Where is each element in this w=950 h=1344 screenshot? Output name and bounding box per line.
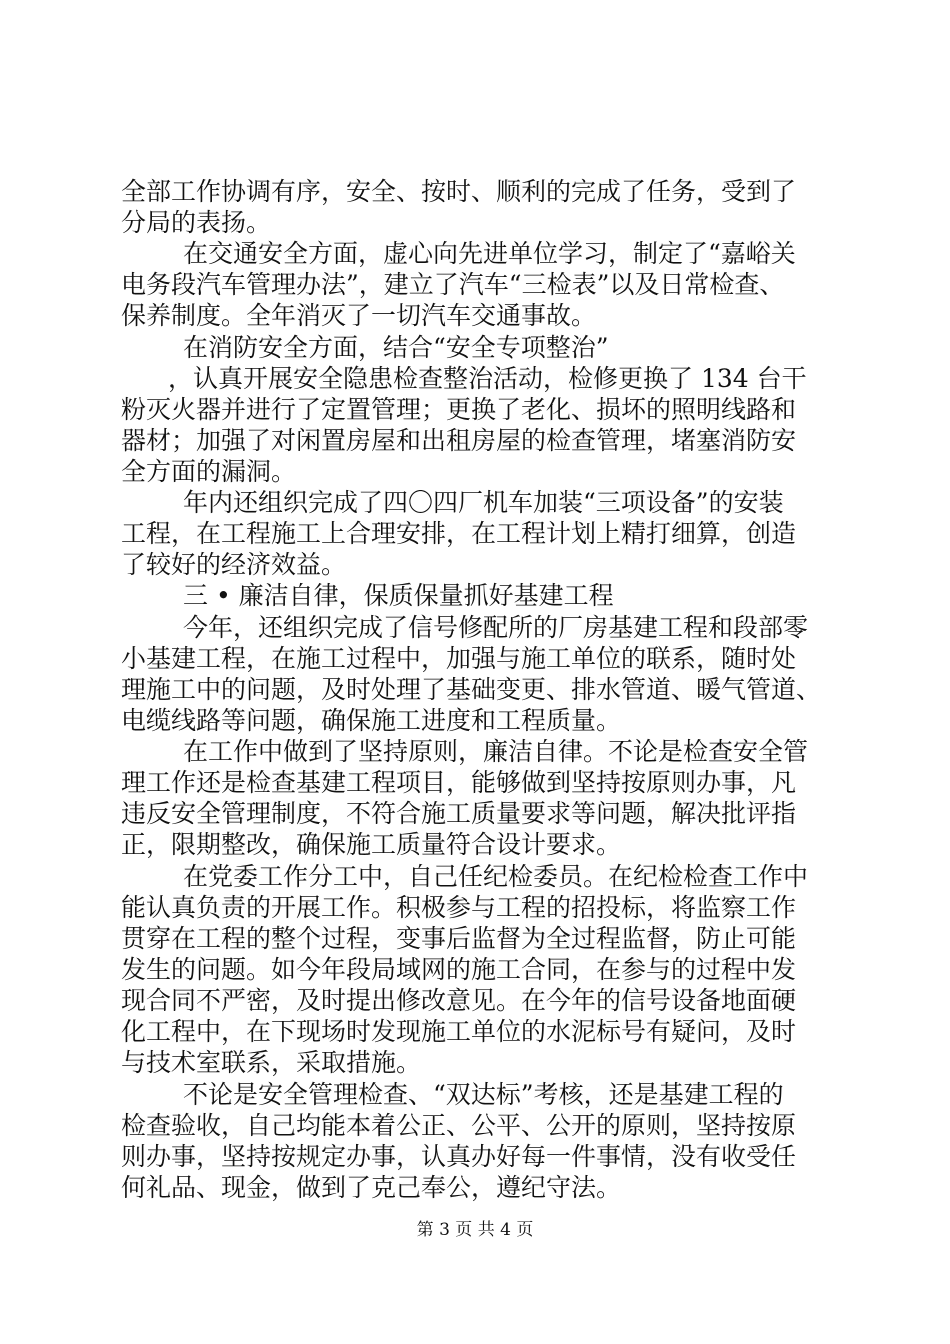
text-line: 违反安全管理制度，不符合施工质量要求等问题，解决批评指 [121, 799, 797, 828]
text-line: 现合同不严密，及时提出修改意见。在今年的信号设备地面硬 [121, 986, 797, 1015]
text-line: 正，限期整改，确保施工质量符合设计要求。 [121, 830, 622, 859]
text-line: 检查验收，自己均能本着公正、公平、公开的原则，坚持按原 [121, 1111, 797, 1140]
text-line: 能认真负责的开展工作。积极参与工程的招投标，将监察工作 [121, 893, 797, 922]
text-line: 今年，还组织完成了信号修配所的厂房基建工程和段部零 [183, 613, 809, 642]
text-line: 器材；加强了对闲置房屋和出租房屋的检查管理，堵塞消防安 [121, 426, 797, 455]
text-line: 电缆线路等问题，确保施工进度和工程质量。 [121, 706, 622, 735]
text-line: 在交通安全方面，虚心向先进单位学习，制定了“嘉峪关 [183, 239, 796, 268]
section-heading: 三 • 廉洁自律，保质保量抓好基建工程 [183, 581, 614, 610]
text-line: 则办事，坚持按规定办事，认真办好每一件事情，没有收受任 [121, 1142, 797, 1171]
text-line: 在消防安全方面，结合“安全专项整治” [183, 333, 609, 362]
text-line: 保养制度。全年消灭了一切汽车交通事故。 [121, 301, 597, 330]
text-line: 与技术室联系，采取措施。 [121, 1048, 422, 1077]
text-line: 化工程中，在下现场时发现施工单位的水泥标号有疑问，及时 [121, 1017, 797, 1046]
text-line: 何礼品、现金，做到了克己奉公，遵纪守法。 [121, 1173, 622, 1202]
page-number-footer: 第 3 页 共 4 页 [416, 1220, 534, 1240]
text-line: 粉灭火器并进行了定置管理；更换了老化、损坏的照明线路和 [121, 395, 797, 424]
text-line: 工程，在工程施工上合理安排，在工程计划上精打细算，创造 [121, 519, 797, 548]
text-line: 在工作中做到了坚持原则，廉洁自律。不论是检查安全管 [183, 737, 809, 766]
text-line: 了较好的经济效益。 [121, 550, 347, 579]
text-line: 发生的问题。如今年段局域网的施工合同，在参与的过程中发 [121, 955, 797, 984]
text-line: 电务段汽车管理办法”，建立了汽车“三检表”以及日常检查、 [121, 270, 785, 299]
text-line: 小基建工程，在施工过程中，加强与施工单位的联系，随时处 [121, 644, 797, 673]
text-line: 全部工作协调有序，安全、按时、顺利的完成了任务，受到了 [121, 177, 797, 206]
text-line: 分局的表扬。 [121, 208, 272, 237]
text-line: 理工作还是检查基建工程项目，能够做到坚持按原则办事，凡 [121, 768, 797, 797]
text-line: 年内还组织完成了四〇四厂机车加装“三项设备”的安装 [183, 488, 784, 517]
text-line: 全方面的漏洞。 [121, 457, 297, 486]
text-line: 理施工中的问题，及时处理了基础变更、排水管道、暖气管道、 [121, 675, 822, 704]
text-line: ，认真开展安全隐患检查整治活动，检修更换了 134 台干 [168, 364, 807, 393]
text-line: 在党委工作分工中，自己任纪检委员。在纪检检查工作中 [183, 862, 809, 891]
text-line: 不论是安全管理检查、“双达标”考核，还是基建工程的 [183, 1080, 784, 1109]
text-line: 贯穿在工程的整个过程，变事后监督为全过程监督，防止可能 [121, 924, 797, 953]
